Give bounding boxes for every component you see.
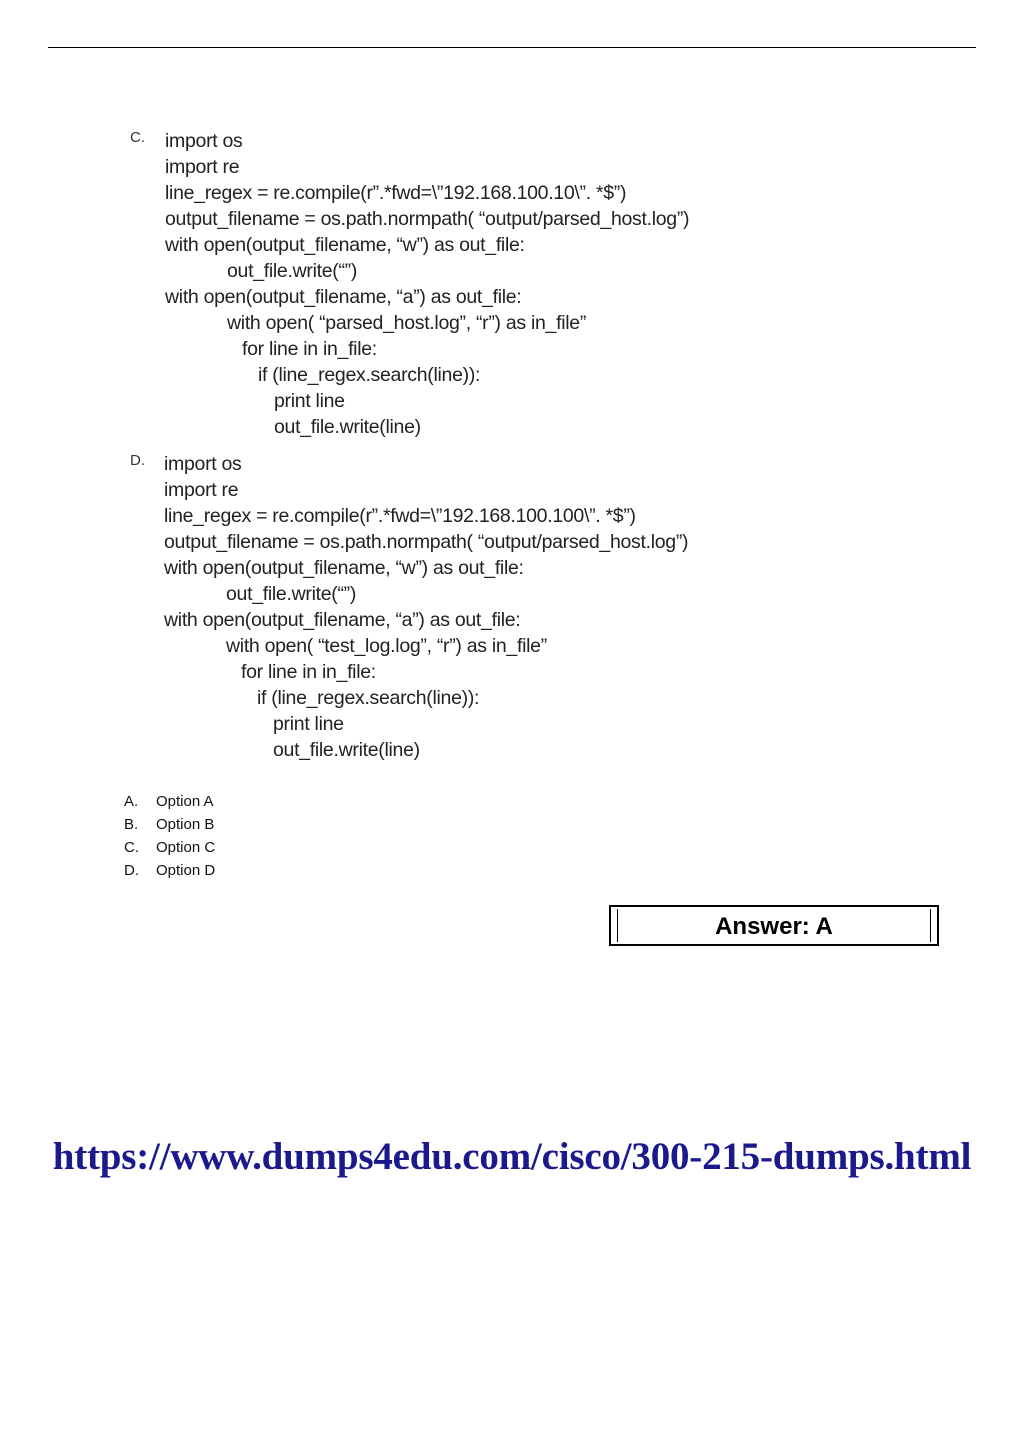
option-c-letter: C.	[130, 129, 145, 146]
choice-c	[124, 839, 215, 856]
code-line: out_file.write(“”)	[227, 260, 358, 282]
code-line: line_regex = re.compile(r”.*fwd=\”192.168.100.100\”. *$”)	[164, 505, 636, 527]
code-line: output_filename = os.path.normpath( “output/parsed_host.log”)	[165, 208, 690, 230]
code-line: with open(output_filename, “a”) as out_file:	[164, 609, 521, 631]
header-rule	[48, 47, 976, 48]
choice-letter: D.	[124, 862, 139, 879]
answer-text: Answer: A	[715, 913, 833, 940]
code-line: if (line_regex.search(line)):	[257, 687, 480, 709]
choice-text: Option D	[156, 862, 216, 879]
code-line: print line	[274, 390, 345, 412]
code-line: import os	[165, 130, 243, 152]
code-line: out_file.write(line)	[274, 416, 421, 438]
code-line: import os	[164, 453, 242, 475]
footer-url-link[interactable]: https://www.dumps4edu.com/cisco/300-215-dumps.html	[52, 1135, 972, 1178]
code-line: for line in in_file:	[241, 661, 376, 683]
option-d-letter: D.	[130, 452, 145, 469]
choice-letter: B.	[124, 816, 139, 833]
code-line: line_regex = re.compile(r”.*fwd=\”192.168.100.10\”. *$”)	[165, 182, 627, 204]
code-line: out_file.write(line)	[273, 739, 420, 761]
choice-d	[124, 862, 215, 879]
choice-text: Option A	[156, 793, 214, 810]
choice-text: Option B	[156, 816, 215, 833]
code-line: with open( “parsed_host.log”, “r”) as in_file”	[227, 312, 587, 334]
code-line: for line in in_file:	[242, 338, 377, 360]
choice-letter: A.	[124, 793, 139, 810]
code-line: with open( “test_log.log”, “r”) as in_file”	[226, 635, 547, 657]
code-line: with open(output_filename, “a”) as out_file:	[165, 286, 522, 308]
code-line: out_file.write(“”)	[226, 583, 357, 605]
choice-a	[124, 793, 214, 810]
choice-b	[124, 816, 214, 833]
choice-text: Option C	[156, 839, 216, 856]
code-line: if (line_regex.search(line)):	[258, 364, 481, 386]
code-line: print line	[273, 713, 344, 735]
code-line: import re	[164, 479, 239, 501]
code-line: with open(output_filename, “w”) as out_file:	[164, 557, 524, 579]
code-line: output_filename = os.path.normpath( “output/parsed_host.log”)	[164, 531, 689, 553]
code-line: import re	[165, 156, 240, 178]
code-line: with open(output_filename, “w”) as out_file:	[165, 234, 525, 256]
choice-letter: C.	[124, 839, 139, 856]
answer-box	[609, 905, 939, 946]
